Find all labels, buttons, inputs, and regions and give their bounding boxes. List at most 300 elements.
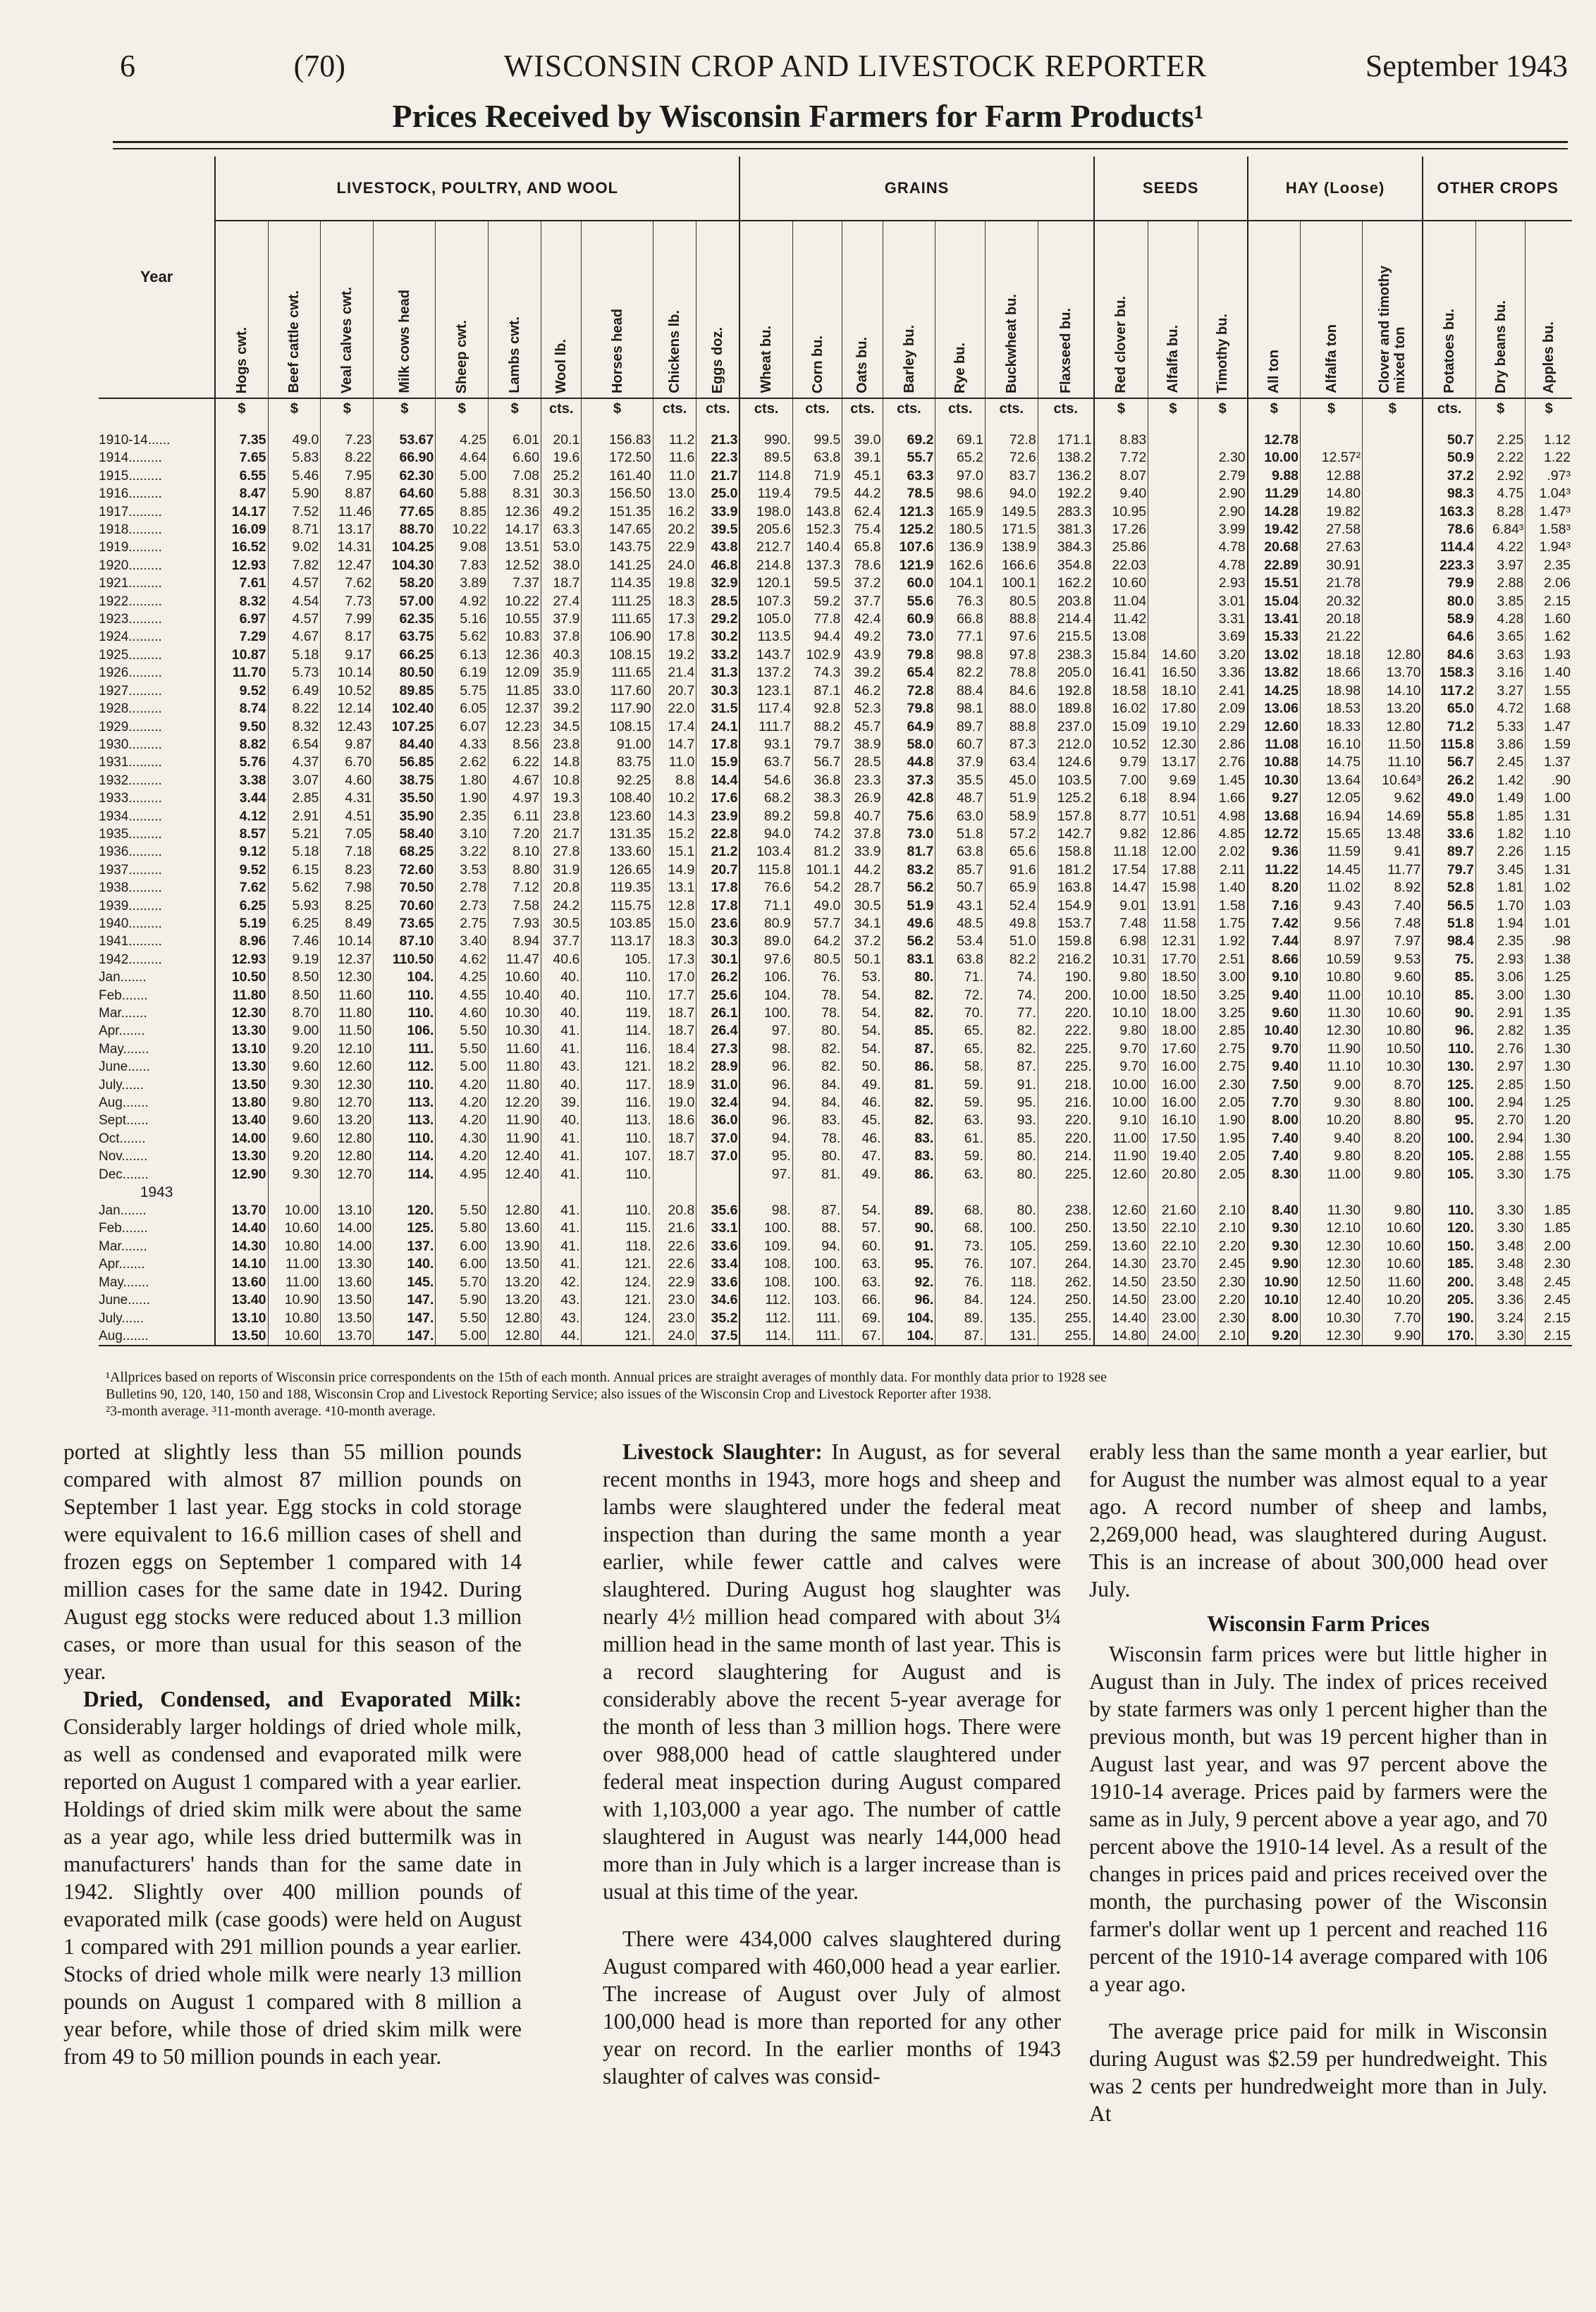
- paragraph: The average price paid for milk in Wisconsin during August was $2.59 per hundredweight. This was 2 cents per hundredweight more than in July. At: [1089, 2019, 1547, 2126]
- table-cell: 19.82: [1301, 503, 1363, 521]
- table-cell: 18.53: [1301, 700, 1363, 718]
- table-cell: 11.90: [1094, 1148, 1148, 1165]
- table-cell: 87.: [985, 1058, 1038, 1076]
- table-cell: 55.6: [883, 593, 935, 610]
- unit-label: $: [321, 398, 374, 419]
- table-cell: 140.: [374, 1255, 436, 1273]
- table-cell: 45.: [842, 1112, 883, 1129]
- table-cell: 9.80: [1094, 969, 1148, 986]
- table-cell: 97.6: [739, 951, 792, 969]
- column-header: [842, 221, 883, 398]
- table-cell: 1.58: [1198, 897, 1248, 915]
- footnote-line: ²3-month average. ³11-month average. ⁴10-month average.: [106, 1403, 436, 1419]
- page-number: 6: [120, 49, 135, 83]
- table-cell: 205.: [1423, 1291, 1475, 1309]
- table-cell: 12.36: [489, 503, 541, 521]
- table-cell: [1148, 503, 1198, 521]
- table-cell: 73.: [935, 1238, 985, 1255]
- table-cell: 10.90: [268, 1291, 321, 1309]
- table-cell: 41.: [541, 1130, 582, 1148]
- table-cell: 28.9: [696, 1058, 740, 1076]
- table-cell: 2.73: [436, 897, 489, 915]
- table-cell: 11.29: [1248, 485, 1301, 503]
- year-column-header: Year: [99, 156, 215, 398]
- table-cell: [1363, 449, 1423, 467]
- table-cell: 18.50: [1148, 987, 1198, 1004]
- table-cell: 238.3: [1038, 646, 1093, 664]
- spacer-cell: [739, 1183, 792, 1202]
- table-cell: 10.80: [268, 1238, 321, 1255]
- table-cell: 50.7: [935, 879, 985, 897]
- table-cell: 5.50: [436, 1310, 489, 1327]
- table-cell: 9.88: [1248, 467, 1301, 485]
- table-cell: 94.0: [739, 825, 792, 843]
- table-cell: 1.03: [1526, 897, 1572, 915]
- table-cell: 1.70: [1475, 897, 1525, 915]
- table-cell: 117.90: [582, 700, 653, 718]
- table-cell: 10.22: [436, 521, 489, 539]
- table-cell: 22.9: [653, 1274, 696, 1291]
- table-cell: 3.69: [1198, 628, 1248, 646]
- table-row: [99, 557, 1572, 574]
- table-cell: 1.47: [1526, 718, 1572, 736]
- table-cell: 180.5: [935, 521, 985, 539]
- table-cell: 1.42: [1475, 772, 1525, 789]
- table-cell: 9.90: [1248, 1255, 1301, 1273]
- table-cell: 13.0: [653, 485, 696, 503]
- table-cell: 63.3: [541, 521, 582, 539]
- table-cell: 8.80: [1363, 1094, 1423, 1112]
- table-cell: 63.0: [935, 808, 985, 825]
- table-cell: 9.43: [1301, 897, 1363, 915]
- table-cell: 24.0: [653, 557, 696, 574]
- column-header-row: [99, 221, 1572, 398]
- table-cell: 111.: [374, 1040, 436, 1058]
- table-cell: 18.00: [1148, 1022, 1198, 1040]
- table-cell: 71.: [935, 969, 985, 986]
- table-cell: 65.8: [842, 539, 883, 556]
- table-cell: 7.98: [321, 879, 374, 897]
- table-cell: 8.56: [489, 736, 541, 754]
- table-cell: 1.30: [1526, 1040, 1572, 1058]
- table-cell: 114.: [582, 1022, 653, 1040]
- table-cell: 4.31: [321, 789, 374, 807]
- table-cell: 30.1: [696, 951, 740, 969]
- table-cell: 9.53: [1363, 951, 1423, 969]
- table-cell: 12.30: [321, 1076, 374, 1094]
- table-cell: 12.60: [1094, 1202, 1148, 1219]
- table-cell: 111.25: [582, 593, 653, 610]
- table-cell: 2.30: [1198, 1076, 1248, 1094]
- issue-date: September 1943: [1365, 49, 1568, 83]
- row-year: Sept......: [99, 1113, 149, 1129]
- table-cell: 81.: [883, 1076, 935, 1094]
- table-cell: 5.00: [436, 467, 489, 485]
- table-cell: 63.: [935, 1166, 985, 1183]
- table-cell: 10.30: [489, 1004, 541, 1022]
- table-cell: 10.80: [1301, 969, 1363, 986]
- table-cell: 66.25: [374, 646, 436, 664]
- table-cell: 2.45: [1198, 1255, 1248, 1273]
- spacer-cell: [541, 1183, 582, 1202]
- table-cell: 8.50: [268, 987, 321, 1004]
- table-cell: 23.8: [541, 808, 582, 825]
- table-cell: 136.9: [935, 539, 985, 556]
- table-cell: 76.: [935, 1274, 985, 1291]
- table-cell: 11.70: [215, 664, 268, 682]
- table-row: [99, 1040, 1572, 1058]
- table-cell: [653, 1166, 696, 1183]
- table-cell: 220.: [1038, 1112, 1093, 1129]
- table-cell: 6.01: [489, 431, 541, 449]
- table-cell: 100.: [985, 1219, 1038, 1237]
- table-cell: 33.9: [696, 503, 740, 521]
- table-row: [99, 1291, 1572, 1309]
- table-cell: 220.: [1038, 1004, 1093, 1022]
- column-header-label: Buckwheat bu.: [1003, 293, 1019, 393]
- table-cell: 17.80: [1148, 700, 1198, 718]
- table-cell: 55.8: [1423, 808, 1475, 825]
- table-cell: 68.: [935, 1219, 985, 1237]
- table-cell: 13.50: [215, 1327, 268, 1346]
- table-cell: 10.60: [268, 1327, 321, 1346]
- table-cell: 33.6: [696, 1274, 740, 1291]
- table-cell: 85.7: [935, 861, 985, 879]
- column-header-label: Dry beans bu.: [1492, 300, 1509, 393]
- table-cell: 12.80: [489, 1310, 541, 1327]
- table-cell: 9.60: [268, 1058, 321, 1076]
- table-cell: 54.: [842, 1004, 883, 1022]
- table-cell: 96.: [739, 1076, 792, 1094]
- table-cell: 17.8: [696, 879, 740, 897]
- row-year: 1928.........: [99, 701, 162, 717]
- table-cell: 79.8: [883, 700, 935, 718]
- table-cell: 94.: [739, 1130, 792, 1148]
- table-cell: 13.1: [653, 879, 696, 897]
- table-cell: 101.1: [792, 861, 842, 879]
- table-cell: 5.83: [268, 449, 321, 467]
- table-cell: 10.2: [653, 789, 696, 807]
- column-header-label: Clover and timothy mixed ton: [1377, 265, 1408, 393]
- table-cell: 6.00: [436, 1255, 489, 1273]
- column-header-label: Sheep cwt.: [454, 319, 470, 393]
- table-cell: 3.53: [436, 861, 489, 879]
- table-cell: 1.90: [436, 789, 489, 807]
- table-cell: 2.86: [1198, 736, 1248, 754]
- table-cell: 125.: [374, 1219, 436, 1237]
- table-row: [99, 718, 1572, 736]
- table-cell: 110.: [582, 1202, 653, 1219]
- table-cell: 16.2: [653, 503, 696, 521]
- table-cell: 4.78: [1198, 539, 1248, 556]
- table-cell: 2.91: [268, 808, 321, 825]
- table-cell: 75.: [1423, 951, 1475, 969]
- table-cell: 113.: [374, 1094, 436, 1112]
- table-cell: 9.82: [1094, 825, 1148, 843]
- table-cell: 110.: [582, 1166, 653, 1183]
- table-cell: 72.6: [985, 449, 1038, 467]
- table-cell: 40.: [541, 969, 582, 986]
- table-cell: [1363, 503, 1423, 521]
- table-cell: 110.: [374, 1076, 436, 1094]
- table-cell: 59.2: [792, 593, 842, 610]
- table-cell: 3.36: [1475, 1291, 1525, 1309]
- table-cell: 14.40: [1094, 1310, 1148, 1327]
- table-cell: 87.1: [792, 682, 842, 700]
- table-cell: 136.2: [1038, 467, 1093, 485]
- table-cell: .98: [1526, 933, 1572, 950]
- table-cell: 44.8: [883, 754, 935, 771]
- table-cell: 103.85: [582, 915, 653, 933]
- table-cell: 2.20: [1198, 1238, 1248, 1255]
- unit-label: $: [489, 398, 541, 419]
- table-cell: 65.: [935, 1022, 985, 1040]
- table-cell: 49.2: [541, 503, 582, 521]
- spacer-cell: [436, 419, 489, 431]
- table-cell: 7.61: [215, 574, 268, 592]
- table-cell: 12.60: [1248, 718, 1301, 736]
- table-cell: 1.55: [1526, 682, 1572, 700]
- table-cell: 66.: [842, 1291, 883, 1309]
- table-cell: 12.00: [1148, 843, 1198, 861]
- table-cell: 11.80: [489, 1076, 541, 1094]
- table-cell: 12.36: [489, 646, 541, 664]
- table-cell: 7.58: [489, 897, 541, 915]
- table-cell: 12.90: [215, 1166, 268, 1183]
- spacer-cell: [215, 419, 268, 431]
- group-header-row: [99, 156, 1572, 221]
- table-cell: 5.21: [268, 825, 321, 843]
- table-cell: 86.: [883, 1166, 935, 1183]
- table-cell: 19.40: [1148, 1148, 1198, 1165]
- spacer-cell: [1148, 419, 1198, 431]
- table-cell: 10.50: [1363, 1040, 1423, 1058]
- table-cell: 7.95: [321, 467, 374, 485]
- table-cell: 7.70: [1248, 1094, 1301, 1112]
- table-cell: 12.60: [1094, 1166, 1148, 1183]
- table-cell: 11.60: [489, 1040, 541, 1058]
- table-cell: 120.1: [739, 574, 792, 592]
- table-cell: 161.40: [582, 467, 653, 485]
- spacer-cell: [1198, 1183, 1248, 1202]
- table-cell: 8.80: [489, 861, 541, 879]
- table-cell: 262.: [1038, 1274, 1093, 1291]
- column-header-label: Alfalfa bu.: [1165, 325, 1181, 393]
- table-cell: 104.25: [374, 539, 436, 556]
- table-cell: [1148, 557, 1198, 574]
- table-cell: 7.93: [489, 915, 541, 933]
- spacer-cell: [985, 419, 1038, 431]
- table-cell: 3.36: [1198, 664, 1248, 682]
- table-cell: 4.54: [268, 593, 321, 610]
- table-cell: 16.94: [1301, 808, 1363, 825]
- table-cell: 12.60: [321, 1058, 374, 1076]
- table-cell: 11.0: [653, 754, 696, 771]
- spacer-cell: [268, 1183, 321, 1202]
- table-cell: 8.17: [321, 628, 374, 646]
- table-cell: [1148, 610, 1198, 628]
- table-cell: 97.: [739, 1022, 792, 1040]
- table-cell: 4.98: [1198, 808, 1248, 825]
- table-row: [99, 449, 1572, 467]
- table-cell: 44.2: [842, 485, 883, 503]
- table-cell: 9.30: [1301, 1094, 1363, 1112]
- table-cell: 110.50: [374, 951, 436, 969]
- table-cell: 100.: [1423, 1130, 1475, 1148]
- row-year: 1931.........: [99, 755, 162, 770]
- table-cell: 42.: [541, 1274, 582, 1291]
- table-cell: 49.6: [883, 915, 935, 933]
- unit-label: cts.: [739, 398, 792, 419]
- table-row: [99, 682, 1572, 700]
- table-cell: 35.2: [696, 1310, 740, 1327]
- table-cell: 83.: [792, 1112, 842, 1129]
- table-cell: 32.4: [696, 1094, 740, 1112]
- table-cell: 30.91: [1301, 557, 1363, 574]
- table-cell: 8.28: [1475, 503, 1525, 521]
- table-cell: 162.6: [935, 557, 985, 574]
- table-cell: 22.6: [653, 1255, 696, 1273]
- table-cell: 6.49: [268, 682, 321, 700]
- table-cell: 157.8: [1038, 808, 1093, 825]
- table-cell: 2.76: [1198, 754, 1248, 771]
- table-cell: 53.0: [541, 539, 582, 556]
- table-cell: 2.45: [1526, 1274, 1572, 1291]
- table-cell: 10.60: [1363, 1219, 1423, 1237]
- table-cell: 170.: [1423, 1327, 1475, 1346]
- table-cell: 32.9: [696, 574, 740, 592]
- table-cell: 4.20: [436, 1094, 489, 1112]
- table-cell: 11.80: [489, 1058, 541, 1076]
- table-cell: 72.: [935, 987, 985, 1004]
- table-cell: 110.: [1423, 1202, 1475, 1219]
- table-cell: 17.26: [1094, 521, 1148, 539]
- table-cell: 118.: [985, 1274, 1038, 1291]
- table-cell: 12.52: [489, 557, 541, 574]
- table-cell: 40.: [541, 1076, 582, 1094]
- spacer-cell: [1038, 1183, 1093, 1202]
- table-row: [99, 1112, 1572, 1129]
- table-row: [99, 933, 1572, 950]
- table-cell: 9.30: [1248, 1238, 1301, 1255]
- table-cell: 76.: [792, 969, 842, 986]
- table-cell: 37.3: [883, 772, 935, 789]
- table-cell: 21.6: [653, 1219, 696, 1237]
- table-cell: 25.0: [696, 485, 740, 503]
- table-cell: 2.02: [1198, 843, 1248, 861]
- table-cell: 9.56: [1301, 915, 1363, 933]
- table-cell: 83.2: [883, 861, 935, 879]
- table-cell: 12.40: [489, 1148, 541, 1165]
- table-cell: 10.31: [1094, 951, 1148, 969]
- column-header: [541, 221, 582, 398]
- table-cell: [696, 1166, 740, 1183]
- table-cell: 98.3: [1423, 485, 1475, 503]
- table-cell: 1.49: [1475, 789, 1525, 807]
- table-cell: 14.7: [653, 736, 696, 754]
- table-cell: 13.17: [321, 521, 374, 539]
- table-cell: 3.01: [1198, 593, 1248, 610]
- table-cell: 4.25: [436, 969, 489, 986]
- table-cell: 107.25: [374, 718, 436, 736]
- table-cell: 150.: [1423, 1238, 1475, 1255]
- table-cell: 12.31: [1148, 933, 1198, 950]
- table-cell: 71.2: [1423, 718, 1475, 736]
- unit-label: cts.: [935, 398, 985, 419]
- table-cell: 6.15: [268, 861, 321, 879]
- table-cell: 220.: [1038, 1130, 1093, 1148]
- table-cell: 216.2: [1038, 951, 1093, 969]
- row-year: 1936.........: [99, 844, 162, 860]
- column-header: [883, 221, 935, 398]
- table-cell: 63.3: [883, 467, 935, 485]
- spacer-cell: [883, 419, 935, 431]
- table-cell: 88.4: [935, 682, 985, 700]
- table-cell: 96.: [883, 1291, 935, 1309]
- table-cell: 100.: [792, 1255, 842, 1273]
- table-cell: 2.45: [1526, 1291, 1572, 1309]
- table-cell: 29.2: [696, 610, 740, 628]
- column-header-label: Horses head: [609, 308, 625, 393]
- table-cell: 4.37: [268, 754, 321, 771]
- table-cell: 82.: [792, 1058, 842, 1076]
- table-cell: 37.8: [842, 825, 883, 843]
- table-cell: 26.4: [696, 1022, 740, 1040]
- table-cell: 97.6: [985, 628, 1038, 646]
- table-cell: 3.00: [1475, 987, 1525, 1004]
- table-cell: 14.3: [653, 808, 696, 825]
- table-cell: 10.20: [1363, 1291, 1423, 1309]
- spacer-cell: [374, 1183, 436, 1202]
- table-cell: 49.: [842, 1166, 883, 1183]
- table-cell: 18.98: [1301, 682, 1363, 700]
- table-cell: 89.7: [935, 718, 985, 736]
- paragraph: ported at slightly less than 55 million pounds compared with almost 87 million pounds on September 1 last year. Egg stocks in cold storage were equivalent to 16.6 million cases of shell and frozen eggs on September 1 compared with 14 million cases for the same date in 1942. During August egg stocks were reduced about 1.3 million cases, or more than usual for this season of the year.: [63, 1439, 522, 1684]
- table-cell: 80.5: [792, 951, 842, 969]
- table-cell: 13.80: [215, 1094, 268, 1112]
- table-cell: 37.7: [541, 933, 582, 950]
- table-cell: 159.8: [1038, 933, 1093, 950]
- table-cell: 2.15: [1526, 1327, 1572, 1346]
- table-cell: 51.0: [985, 933, 1038, 950]
- column-header-label: Wheat bu.: [759, 326, 775, 393]
- table-cell: 114.: [374, 1148, 436, 1165]
- row-year: 1935.........: [99, 826, 162, 842]
- column-header-label: Beef cattle cwt.: [286, 290, 302, 393]
- table-row: [99, 646, 1572, 664]
- table-cell: 17.3: [653, 951, 696, 969]
- table-cell: 16.00: [1148, 1058, 1198, 1076]
- table-cell: 214.8: [739, 557, 792, 574]
- column-header: [1038, 221, 1093, 398]
- table-cell: 124.: [985, 1291, 1038, 1309]
- table-cell: 45.0: [985, 772, 1038, 789]
- price-table: [99, 156, 1572, 1346]
- table-cell: 13.60: [215, 1274, 268, 1291]
- table-cell: 13.60: [1094, 1238, 1148, 1255]
- table-cell: 121.: [582, 1255, 653, 1273]
- table-cell: 27.8: [541, 843, 582, 861]
- text-column-2: [603, 1438, 1061, 2090]
- table-cell: 4.62: [436, 951, 489, 969]
- table-cell: 1.82: [1475, 825, 1525, 843]
- row-year: 1915.........: [99, 468, 162, 484]
- table-cell: 11.6: [653, 449, 696, 467]
- table-cell: 185.: [1423, 1255, 1475, 1273]
- table-cell: 10.22: [489, 593, 541, 610]
- table-cell: 225.: [1038, 1040, 1093, 1058]
- table-cell: 205.0: [1038, 664, 1093, 682]
